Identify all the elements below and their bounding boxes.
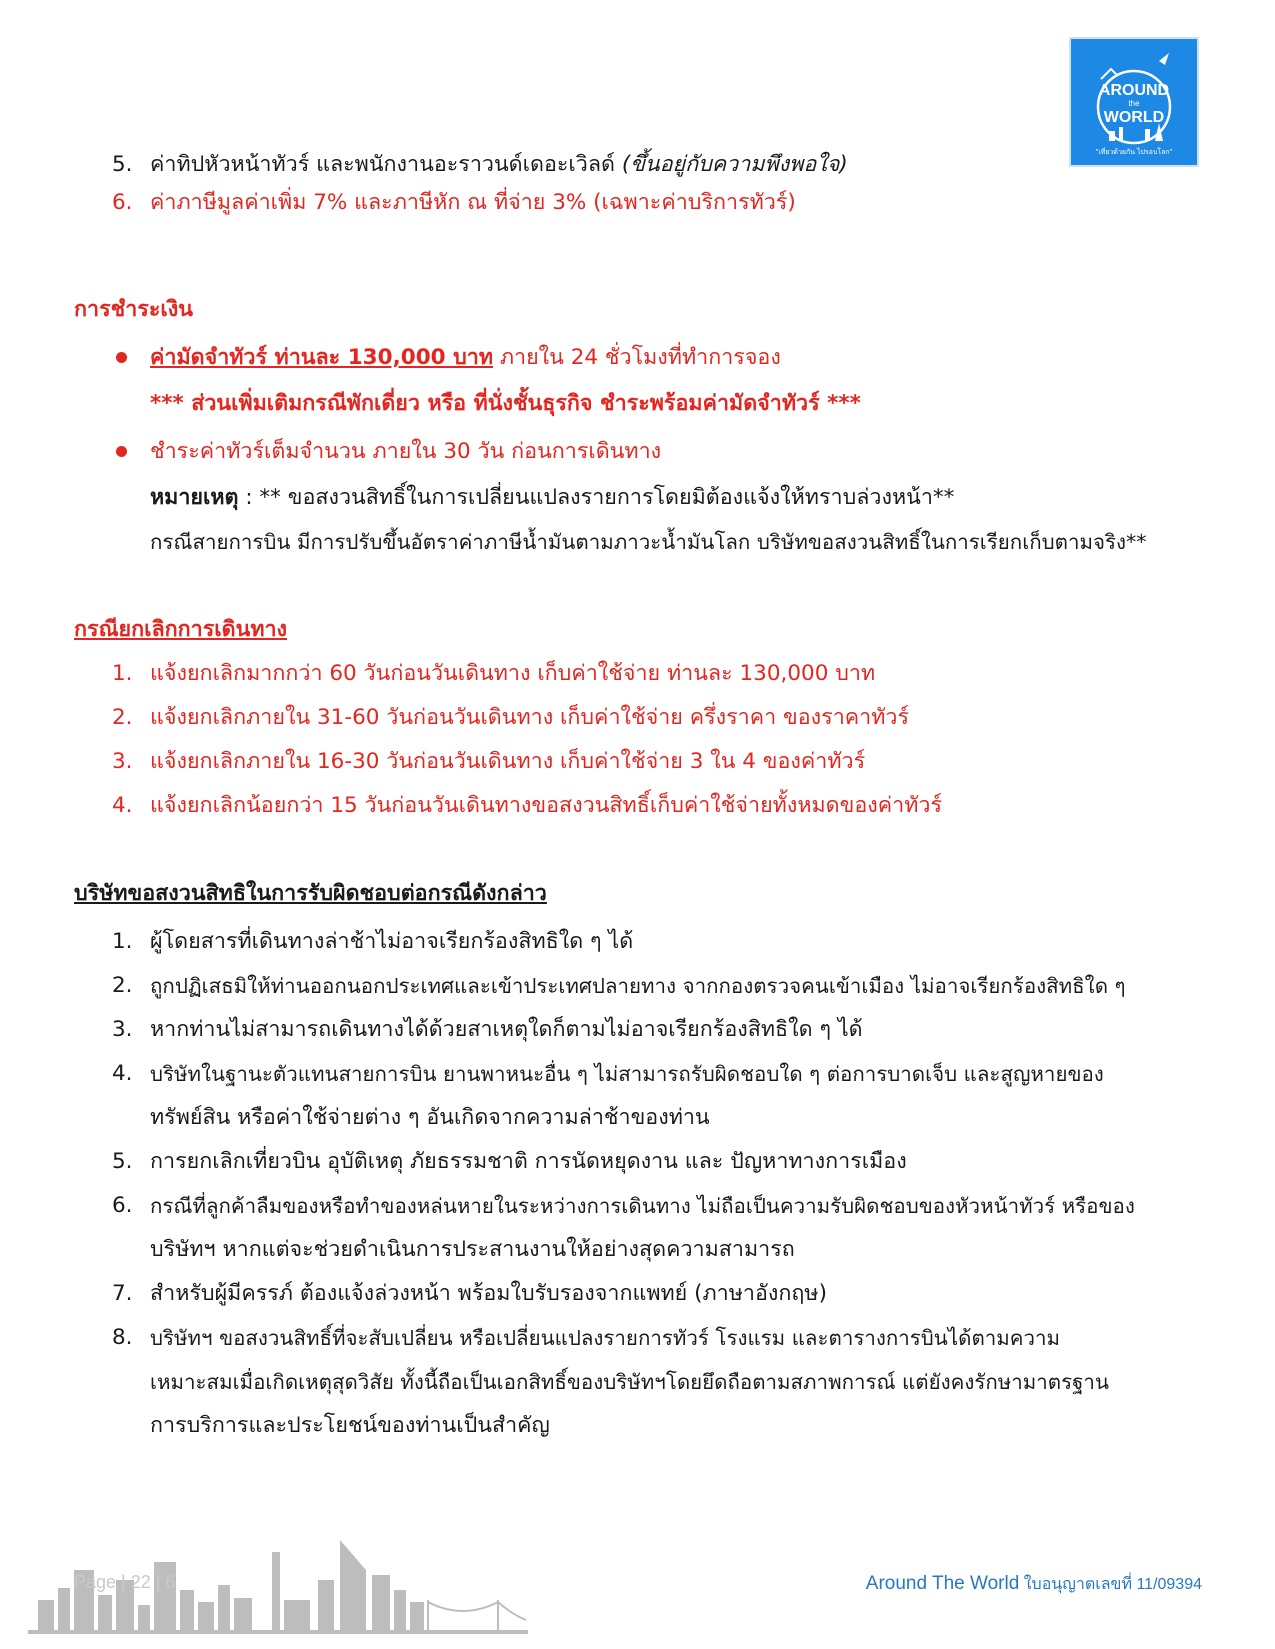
deposit-label: ค่ามัดจำทัวร์ ท่านละ 130,000 บาท <box>150 345 493 370</box>
license-label: ใบอนุญาตเลขที่ <box>1019 1576 1137 1593</box>
payment-heading: การชำระเงิน <box>74 297 193 322</box>
item-number: 5. <box>112 152 133 177</box>
logo-line-3: WORLD <box>1103 109 1165 126</box>
deposit-rest: ภายใน 24 ชั่วโมงที่ทำการจอง <box>493 345 781 370</box>
bullet-icon <box>116 446 127 457</box>
item-text: ค่าภาษีมูลค่าเพิ่ม 7% และภาษีหัก ณ ที่จ่าย 3% (เฉพาะค่าบริการทัวร์) <box>150 190 796 215</box>
license-number: 11/09394 <box>1136 1576 1202 1593</box>
bullet-icon <box>116 352 127 363</box>
company-logo <box>1069 37 1199 167</box>
logo-line-1: AROUND <box>1098 82 1170 99</box>
logo-line-2: the <box>1128 99 1140 108</box>
logo-slogan: "เที่ยวด้วยกัน ไปรอบโลก" <box>1095 149 1173 156</box>
item-number: 6. <box>112 190 133 215</box>
brand-name: Around The World <box>865 1573 1020 1594</box>
liability-heading: บริษัทขอสงวนสิทธิในการรับผิดชอบต่อกรณีดังกล่าว <box>74 881 547 906</box>
remark-label: หมายเหตุ <box>150 485 239 510</box>
item-text: ค่าทิปหัวหน้าทัวร์ และพนักงานอะราวนด์เดอะเวิลด์ <box>150 152 622 177</box>
footer-brand <box>866 1572 1202 1597</box>
page-number: Page | 22 | 6 <box>74 1572 176 1592</box>
remark-text: : ** ขอสงวนสิทธิ์ในการเปลี่ยนแปลงรายการโดยมิต้องแจ้งให้ทราบล่วงหน้า** <box>238 485 955 510</box>
cancellation-heading: กรณียกเลิกการเดินทาง <box>74 617 288 642</box>
item-note: (ขึ้นอยู่กับความพึงพอใจ) <box>621 152 848 177</box>
